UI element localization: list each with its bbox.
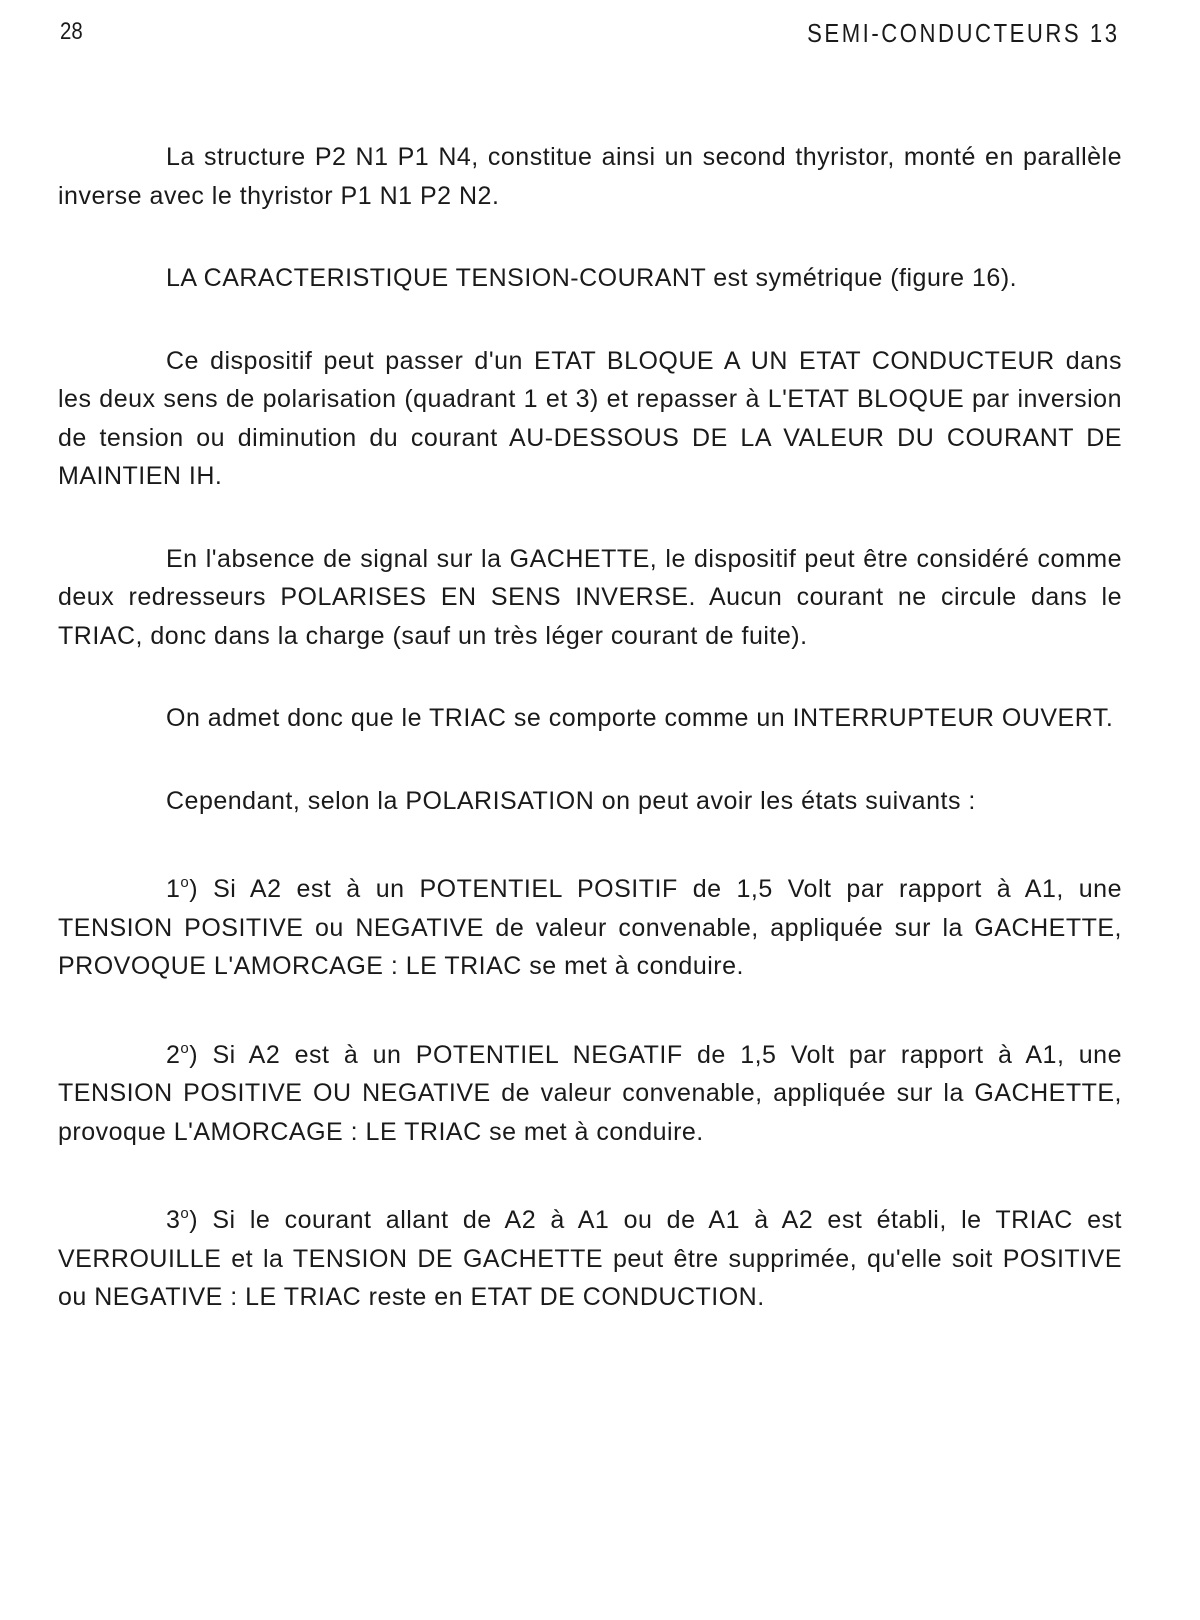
list-item [58,864,1122,986]
running-title: SEMI-CONDUCTEURS 13 [807,18,1120,48]
list-item [58,1195,1122,1317]
paragraph: LA CARACTERISTIQUE TENSION-COURANT est symétrique (figure 16). [166,264,1018,292]
paragraph: Ce dispositif peut passer d'un ETAT BLOQUE A UN ETAT CONDUCTEUR dans les deux sens de polarisation (quadrant 1 et 3) et repasser à L'ETAT BLOQUE par inversion de tension ou diminution du courant AU-DESSOUS DE LA VALEUR DU COURANT DE MAINTIEN IH. [58,346,1122,490]
page-number: 28 [60,18,83,45]
paragraph: Cependant, selon la POLARISATION on peut avoir les états suivants : [166,786,976,815]
list-marker: 2 [166,1040,181,1069]
paragraph: On admet donc que le TRIAC se comporte comme un INTERRUPTEUR OUVERT. [166,704,1114,732]
list-marker: 3 [166,1206,181,1234]
degree-sign: o [180,1039,190,1057]
page-header [60,18,1120,58]
paragraph: En l'absence de signal sur la GACHETTE, le dispositif peut être considéré comme deux redresseurs POLARISES EN SENS INVERSE. Aucun courant ne circule dans le TRIAC, donc dans la charge (sauf un très léger courant de fuite). [58,544,1122,650]
paragraph: La structure P2 N1 P1 N4, constitue ainsi un second thyristor, monté en parallèle inverse avec le thyristor P1 N1 P2 N2. [58,143,1122,210]
list-marker: 1 [166,875,181,903]
page-body [58,138,1122,1361]
list-text: ) Si le courant allant de A2 à A1 ou de A1 à A2 est établi, le TRIAC est VERROUILLE et la TENSION DE GACHETTE peut être supprimée, qu'elle soit POSITIVE ou NEGATIVE : LE TRIAC reste en ETAT DE CONDUCTION. [58,1206,1122,1311]
list-text: ) Si A2 est à un POTENTIEL POSITIF de 1,5 Volt par rapport à A1, une TENSION POSITIVE ou NEGATIVE de valeur convenable, appliquée sur la GACHETTE, PROVOQUE L'AMORCAGE : LE TRIAC se met à conduire. [58,875,1122,980]
list-item [58,1030,1122,1152]
list-text: ) Si A2 est à un POTENTIEL NEGATIF de 1,5 Volt par rapport à A1, une TENSION POSITIVE OU NEGATIVE de valeur convenable, appliquée sur la GACHETTE, provoque L'AMORCAGE : LE TRIAC se met à conduire. [58,1040,1122,1146]
degree-sign: o [180,1205,190,1222]
degree-sign: o [180,874,190,891]
